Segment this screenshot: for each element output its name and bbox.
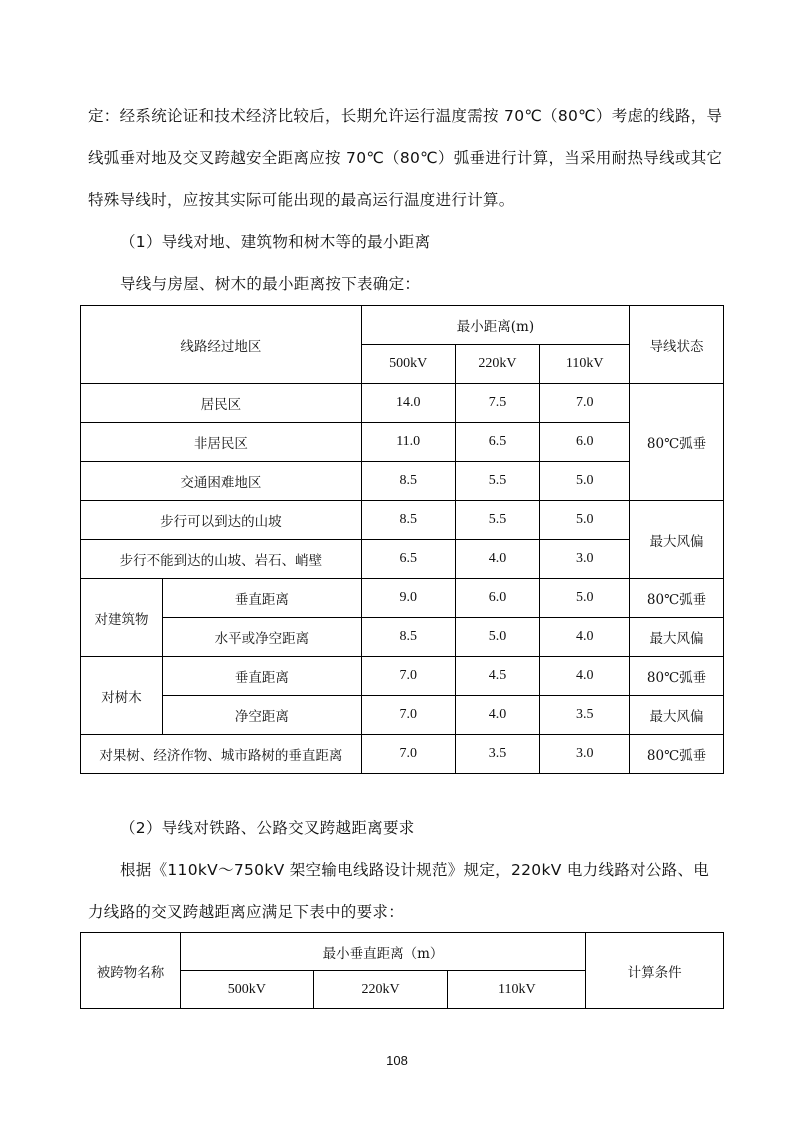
table-row: [81, 696, 724, 735]
value-cell: 7.5: [455, 384, 540, 423]
section-heading: （1）导线对地、建筑物和树木等的最小距离: [120, 233, 431, 251]
header-calc-condition: 计算条件: [586, 933, 724, 1009]
value-cell: 14.0: [361, 384, 455, 423]
value-cell: 5.0: [540, 462, 630, 501]
area-cell: 非居民区: [81, 423, 362, 462]
table-row: [81, 462, 724, 501]
header-crossed-object: 被跨物名称: [81, 933, 181, 1009]
paragraph-line: 力线路的交叉跨越距离应满足下表中的要求：: [88, 903, 405, 921]
value-cell: 7.0: [540, 384, 630, 423]
sub-area-cell: 净空距离: [162, 696, 361, 735]
paragraph-line: 导线与房屋、树木的最小距离按下表确定：: [120, 275, 421, 293]
value-cell: 4.0: [455, 696, 540, 735]
table-row: [81, 423, 724, 462]
state-cell: 80℃弧垂: [630, 657, 724, 696]
header-voltage: 220kV: [455, 345, 540, 384]
table-row: [81, 657, 724, 696]
value-cell: 11.0: [361, 423, 455, 462]
value-cell: 3.5: [455, 735, 540, 774]
value-cell: 4.0: [455, 540, 540, 579]
value-cell: 9.0: [361, 579, 455, 618]
header-conductor-state: 导线状态: [630, 306, 724, 384]
group-cell: 对树木: [81, 657, 163, 735]
paragraph-line: 线弧垂对地及交叉跨越安全距离应按 70℃（80℃）弧垂进行计算，当采用耐热导线或其它: [88, 149, 723, 167]
value-cell: 4.0: [540, 618, 630, 657]
header-voltage: 500kV: [361, 345, 455, 384]
value-cell: 3.5: [540, 696, 630, 735]
min-distance-table: [80, 305, 724, 774]
header-voltage: 220kV: [313, 971, 448, 1009]
paragraph-line: 定：经系统论证和技术经济比较后，长期允许运行温度需按 70℃（80℃）考虑的线路，导: [88, 107, 723, 125]
value-cell: 5.0: [540, 501, 630, 540]
page-number: 108: [386, 1053, 408, 1068]
table-row: [81, 735, 724, 774]
table-row: [81, 384, 724, 423]
group-cell: 对建筑物: [81, 579, 163, 657]
value-cell: 8.5: [361, 462, 455, 501]
area-cell: 居民区: [81, 384, 362, 423]
value-cell: 7.0: [361, 696, 455, 735]
value-cell: 5.0: [540, 579, 630, 618]
header-voltage: 110kV: [448, 971, 586, 1009]
header-min-vertical-distance: 最小垂直距离（m）: [180, 933, 585, 971]
table-row: [81, 618, 724, 657]
area-cell: 步行不能到达的山坡、岩石、峭壁: [81, 540, 362, 579]
value-cell: 5.5: [455, 501, 540, 540]
header-voltage: 110kV: [540, 345, 630, 384]
value-cell: 7.0: [361, 657, 455, 696]
area-cell: 交通困难地区: [81, 462, 362, 501]
state-cell: 80℃弧垂: [630, 579, 724, 618]
value-cell: 6.0: [455, 579, 540, 618]
state-cell: 最大风偏: [630, 618, 724, 657]
value-cell: 6.5: [455, 423, 540, 462]
area-cell: 步行可以到达的山坡: [81, 501, 362, 540]
section-heading: （2）导线对铁路、公路交叉跨越距离要求: [120, 819, 415, 837]
crossing-distance-table: [80, 932, 724, 1009]
state-cell: 最大风偏: [630, 501, 724, 579]
value-cell: 7.0: [361, 735, 455, 774]
value-cell: 4.0: [540, 657, 630, 696]
sub-area-cell: 垂直距离: [162, 657, 361, 696]
sub-area-cell: 垂直距离: [162, 579, 361, 618]
state-cell: 最大风偏: [630, 696, 724, 735]
table-row: [81, 579, 724, 618]
value-cell: 6.0: [540, 423, 630, 462]
value-cell: 4.5: [455, 657, 540, 696]
value-cell: 3.0: [540, 540, 630, 579]
value-cell: 6.5: [361, 540, 455, 579]
state-cell: 80℃弧垂: [630, 384, 724, 501]
value-cell: 5.0: [455, 618, 540, 657]
header-min-distance: 最小距离(m): [361, 306, 629, 345]
sub-area-cell: 水平或净空距离: [162, 618, 361, 657]
state-cell: 80℃弧垂: [630, 735, 724, 774]
paragraph-line: 特殊导线时，应按其实际可能出现的最高运行温度进行计算。: [88, 191, 515, 209]
area-cell: 对果树、经济作物、城市路树的垂直距离: [81, 735, 362, 774]
value-cell: 8.5: [361, 501, 455, 540]
header-area: 线路经过地区: [81, 306, 362, 384]
paragraph-line: 根据《110kV～750kV 架空输电线路设计规范》规定，220kV 电力线路对公路、电: [120, 861, 710, 879]
value-cell: 3.0: [540, 735, 630, 774]
value-cell: 8.5: [361, 618, 455, 657]
value-cell: 5.5: [455, 462, 540, 501]
header-voltage: 500kV: [180, 971, 313, 1009]
table-row: [81, 540, 724, 579]
table-row: [81, 501, 724, 540]
